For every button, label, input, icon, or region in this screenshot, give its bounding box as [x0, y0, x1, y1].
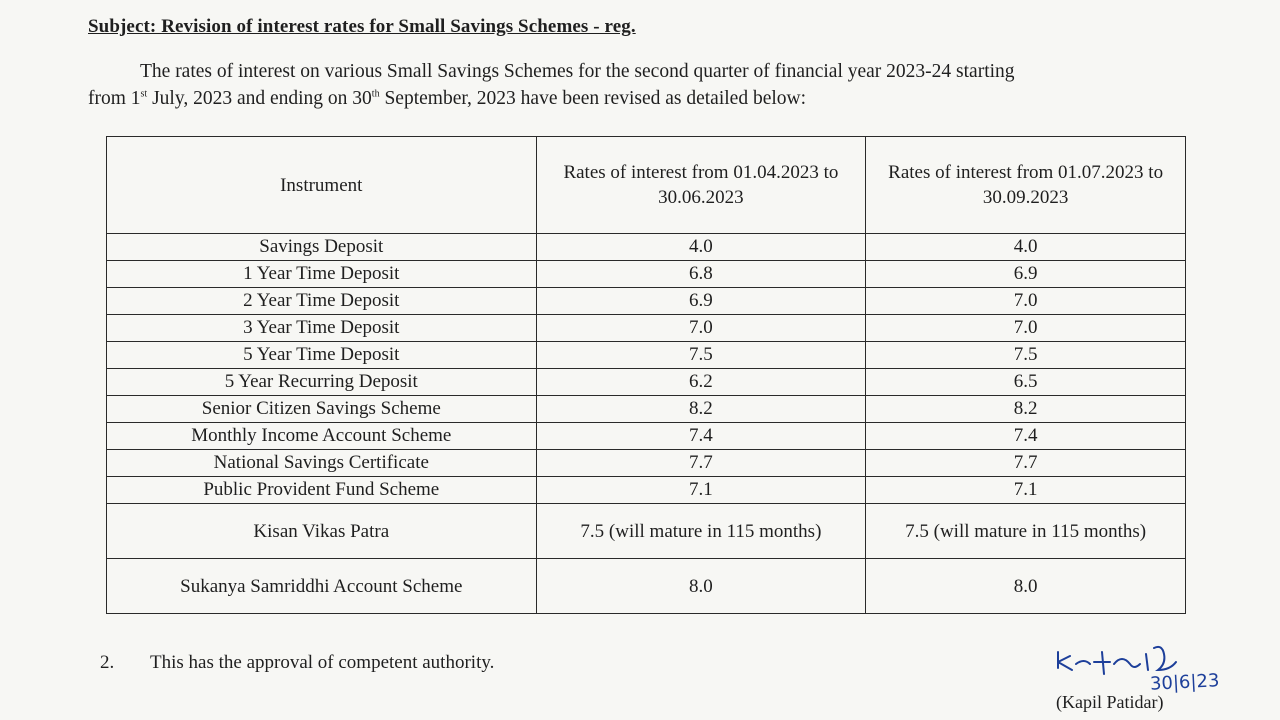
q1-rate-cell: 6.8: [536, 261, 866, 288]
signatory-name: (Kapil Patidar): [1056, 692, 1164, 712]
interest-rates-table: [106, 136, 1186, 614]
header-instrument: Instrument: [107, 137, 537, 234]
table-row: [107, 369, 1186, 396]
instrument-cell: Monthly Income Account Scheme: [107, 423, 537, 450]
q2-rate-cell: 7.4: [866, 423, 1186, 450]
table-row: [107, 288, 1186, 315]
q2-rate-cell: 7.5 (will mature in 115 months): [866, 504, 1186, 559]
q2-rate-cell: 8.0: [866, 559, 1186, 614]
header-q1-rate: Rates of interest from 01.04.2023 to 30.06.2023: [536, 137, 866, 234]
q1-rate-cell: 4.0: [536, 234, 866, 261]
q2-rate-cell: 6.9: [866, 261, 1186, 288]
q1-rate-cell: 7.0: [536, 315, 866, 342]
instrument-cell: 2 Year Time Deposit: [107, 288, 537, 315]
instrument-cell: 5 Year Time Deposit: [107, 342, 537, 369]
q2-rate-cell: 6.5: [866, 369, 1186, 396]
intro-line-1: The rates of interest on various Small Savings Schemes for the second quarter of financial year 2023-24 starting: [140, 61, 1015, 82]
q2-rate-cell: 7.0: [866, 288, 1186, 315]
q2-rate-cell: 7.7: [866, 450, 1186, 477]
subject-line: Subject: Revision of interest rates for Small Savings Schemes - reg.: [88, 16, 636, 37]
table-row: [107, 234, 1186, 261]
table-row: [107, 342, 1186, 369]
table-header-row: [107, 137, 1186, 234]
table-row: [107, 504, 1186, 559]
intro-paragraph: [88, 58, 1188, 112]
table-row: [107, 477, 1186, 504]
table-row: [107, 315, 1186, 342]
table-row: [107, 423, 1186, 450]
q1-rate-cell: 6.9: [536, 288, 866, 315]
table-row: [107, 559, 1186, 614]
q1-rate-cell: 8.2: [536, 396, 866, 423]
q2-rate-cell: 7.1: [866, 477, 1186, 504]
q1-rate-cell: 7.4: [536, 423, 866, 450]
header-q2-rate: Rates of interest from 01.07.2023 to 30.09.2023: [866, 137, 1186, 234]
q1-rate-cell: 7.5: [536, 342, 866, 369]
instrument-cell: Kisan Vikas Patra: [107, 504, 537, 559]
instrument-cell: 1 Year Time Deposit: [107, 261, 537, 288]
q1-rate-cell: 7.7: [536, 450, 866, 477]
instrument-cell: National Savings Certificate: [107, 450, 537, 477]
q2-rate-cell: 4.0: [866, 234, 1186, 261]
approval-note: [100, 652, 494, 674]
intro-line-2: from 1st July, 2023 and ending on 30th September, 2023 have been revised as detailed below:: [88, 88, 807, 109]
q1-rate-cell: 8.0: [536, 559, 866, 614]
table-row: [107, 261, 1186, 288]
q1-rate-cell: 6.2: [536, 369, 866, 396]
q2-rate-cell: 7.0: [866, 315, 1186, 342]
instrument-cell: 3 Year Time Deposit: [107, 315, 537, 342]
instrument-cell: Savings Deposit: [107, 234, 537, 261]
instrument-cell: Sukanya Samriddhi Account Scheme: [107, 559, 537, 614]
q2-rate-cell: 8.2: [866, 396, 1186, 423]
instrument-cell: 5 Year Recurring Deposit: [107, 369, 537, 396]
note-number: 2.: [100, 652, 115, 673]
table-row: [107, 396, 1186, 423]
q1-rate-cell: 7.5 (will mature in 115 months): [536, 504, 866, 559]
table-row: [107, 450, 1186, 477]
q2-rate-cell: 7.5: [866, 342, 1186, 369]
note-text: This has the approval of competent authority.: [150, 652, 495, 673]
signature-date: 30|6|23: [1149, 670, 1220, 695]
q1-rate-cell: 7.1: [536, 477, 866, 504]
instrument-cell: Senior Citizen Savings Scheme: [107, 396, 537, 423]
instrument-cell: Public Provident Fund Scheme: [107, 477, 537, 504]
